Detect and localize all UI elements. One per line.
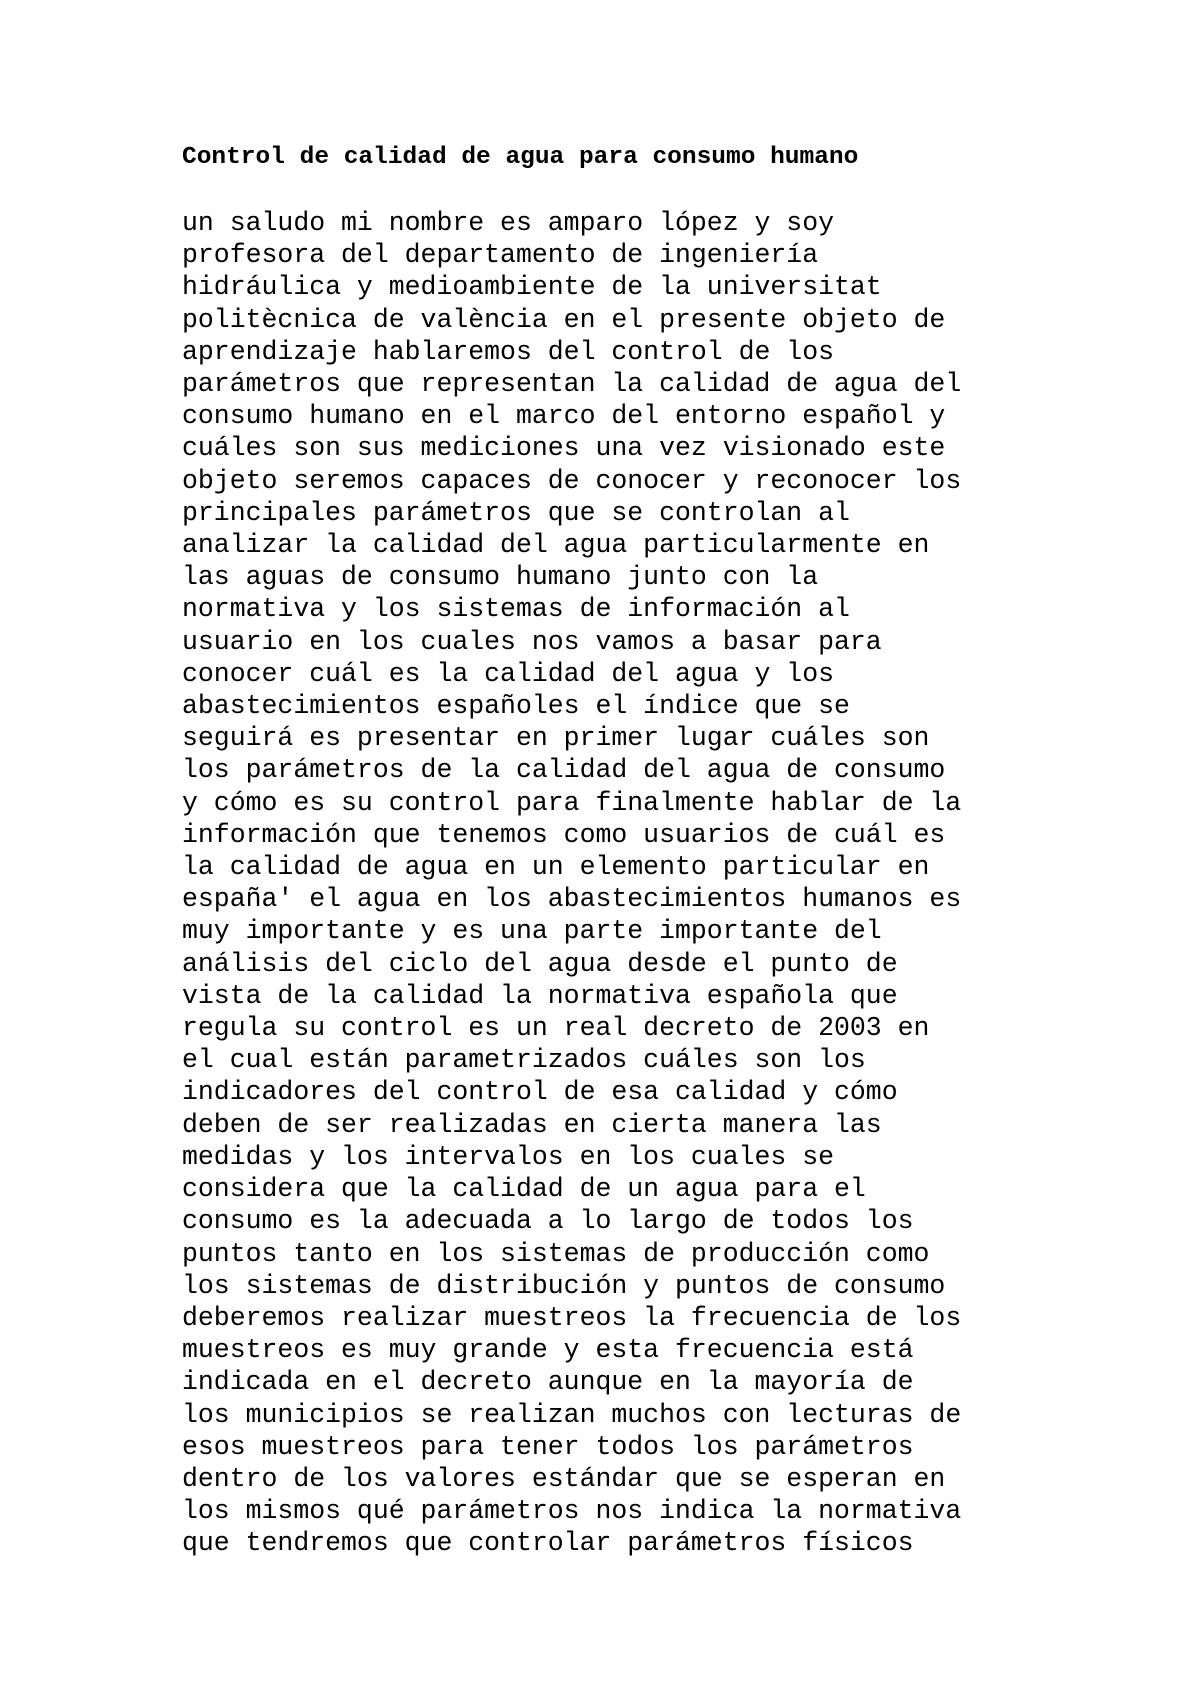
document-line: hidráulica y medioambiente de la universitat — [182, 272, 882, 303]
document-line: el cual están parametrizados cuáles son los — [182, 1045, 866, 1076]
document-line: las aguas de consumo humano junto con la — [182, 562, 819, 593]
document-line: profesora del departamento de ingeniería — [182, 240, 819, 271]
document-line: información que tenemos como usuarios de cuál es — [182, 819, 946, 850]
document-line: la calidad de agua en un elemento particular en — [182, 852, 930, 883]
document-line: deberemos realizar muestreos la frecuencia de los — [182, 1302, 962, 1333]
document-line: deben de ser realizadas en cierta manera las — [182, 1109, 882, 1140]
document-line: medidas y los intervalos en los cuales se — [182, 1141, 835, 1172]
document-line: aprendizaje hablaremos del control de los — [182, 336, 835, 367]
document-line: un saludo mi nombre es amparo lópez y soy — [182, 208, 835, 238]
document-line: los mismos qué parámetros nos indica la normativa — [182, 1496, 962, 1527]
document-line: y cómo es su control para finalmente hablar de la — [182, 787, 962, 818]
document-line: vista de la calidad la normativa española que — [182, 980, 898, 1011]
document-line: considera que la calidad de un agua para el — [182, 1174, 866, 1205]
document-line: dentro de los valores estándar que se esperan en — [182, 1463, 946, 1494]
document-line: politècnica de valència en el presente objeto de — [182, 304, 946, 335]
document-line: esos muestreos para tener todos los parámetros — [182, 1431, 914, 1462]
document-body — [182, 207, 1182, 1560]
document-line: parámetros que representan la calidad de agua del — [182, 369, 962, 400]
document-line: españa' el agua en los abastecimientos humanos es — [182, 884, 962, 915]
document-line: puntos tanto en los sistemas de producción como — [182, 1238, 930, 1269]
document-title: Control de calidad de agua para consumo humano — [182, 144, 859, 171]
document-line: objeto seremos capaces de conocer y reconocer los — [182, 465, 962, 496]
document-line: seguirá es presentar en primer lugar cuáles son — [182, 723, 930, 754]
document-line: los municipios se realizan muchos con lecturas de — [182, 1399, 962, 1430]
document-line: abastecimientos españoles el índice que se — [182, 691, 850, 722]
document-line: los sistemas de distribución y puntos de consumo — [182, 1270, 946, 1301]
document-line: consumo es la adecuada a lo largo de todos los — [182, 1206, 914, 1237]
document-line: que tendremos que controlar parámetros físicos — [182, 1528, 914, 1559]
document-line: normativa y los sistemas de información al — [182, 594, 850, 625]
document-line: consumo humano en el marco del entorno español y — [182, 401, 946, 432]
document-line: regula su control es un real decreto de 2003 en — [182, 1013, 930, 1044]
document-line: conocer cuál es la calidad del agua y los — [182, 658, 835, 689]
document-line: análisis del ciclo del agua desde el punto de — [182, 948, 898, 979]
document-line: indicada en el decreto aunque en la mayoría de — [182, 1367, 914, 1398]
document-line: usuario en los cuales nos vamos a basar para — [182, 626, 882, 657]
document-line: indicadores del control de esa calidad y cómo — [182, 1077, 898, 1108]
document-line: principales parámetros que se controlan al — [182, 497, 850, 528]
document-line: analizar la calidad del agua particularmente en — [182, 530, 930, 561]
document-line: los parámetros de la calidad del agua de consumo — [182, 755, 946, 786]
document-line: muestreos es muy grande y esta frecuencia está — [182, 1335, 914, 1366]
document-line: cuáles son sus mediciones una vez visionado este — [182, 433, 946, 464]
document-line: muy importante y es una parte importante del — [182, 916, 882, 947]
